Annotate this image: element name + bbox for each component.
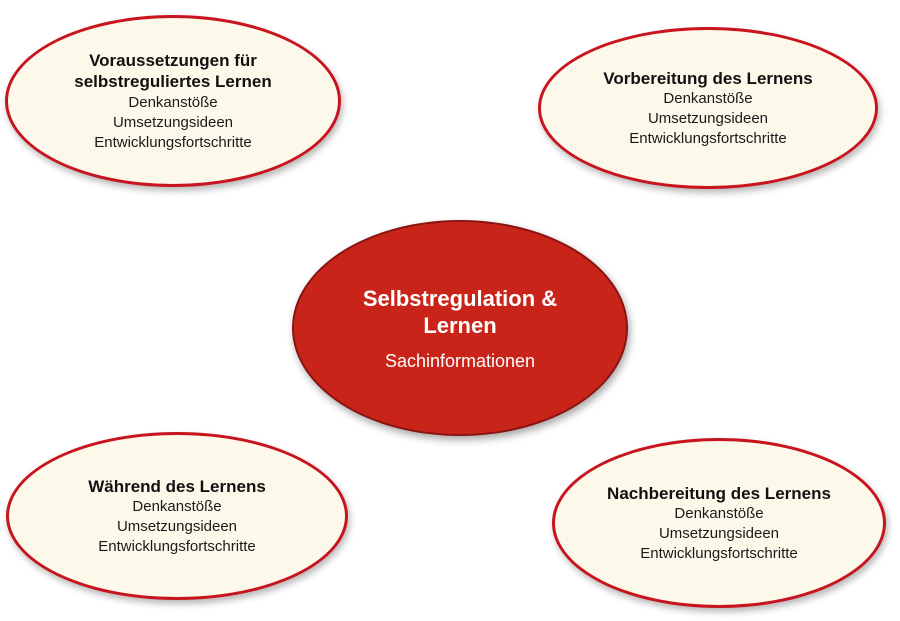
center-title-line: Lernen — [423, 312, 497, 338]
link-entwicklungsfortschritte[interactable]: Entwicklungsfortschritte — [629, 129, 787, 147]
link-entwicklungsfortschritte[interactable]: Entwicklungsfortschritte — [94, 133, 252, 151]
ellipse-waehrend[interactable] — [6, 432, 348, 600]
link-umsetzungsideen[interactable]: Umsetzungsideen — [112, 113, 234, 131]
center-title-line: Selbstregulation & — [362, 285, 558, 311]
ellipse-title: Nachbereitung des Lernens — [607, 483, 831, 503]
ellipse-title: Während des Lernens — [88, 476, 266, 496]
link-entwicklungsfortschritte[interactable]: Entwicklungsfortschritte — [98, 537, 256, 555]
ellipse-nachbereitung[interactable] — [552, 438, 886, 608]
link-denkanstoesse[interactable]: Denkanstöße — [128, 93, 218, 111]
ellipse-title-line: Voraussetzungen für — [89, 50, 257, 70]
ellipse-vorbereitung[interactable] — [538, 27, 878, 189]
ellipse-title: Vorbereitung des Lernens — [603, 68, 813, 88]
link-umsetzungsideen[interactable]: Umsetzungsideen — [647, 109, 769, 127]
link-denkanstoesse[interactable]: Denkanstöße — [132, 497, 222, 515]
link-sachinformationen[interactable]: Sachinformationen — [384, 350, 536, 371]
ellipse-title — [74, 50, 271, 92]
link-umsetzungsideen[interactable]: Umsetzungsideen — [116, 517, 238, 535]
ellipse-title-line: selbstreguliertes Lernen — [74, 71, 272, 91]
center-title — [363, 285, 557, 339]
link-denkanstoesse[interactable]: Denkanstöße — [663, 89, 753, 107]
ellipse-voraussetzungen[interactable] — [5, 15, 341, 187]
link-umsetzungsideen[interactable]: Umsetzungsideen — [658, 524, 780, 542]
link-denkanstoesse[interactable]: Denkanstöße — [674, 504, 764, 522]
link-entwicklungsfortschritte[interactable]: Entwicklungsfortschritte — [640, 544, 798, 562]
center-ellipse[interactable] — [292, 220, 628, 436]
